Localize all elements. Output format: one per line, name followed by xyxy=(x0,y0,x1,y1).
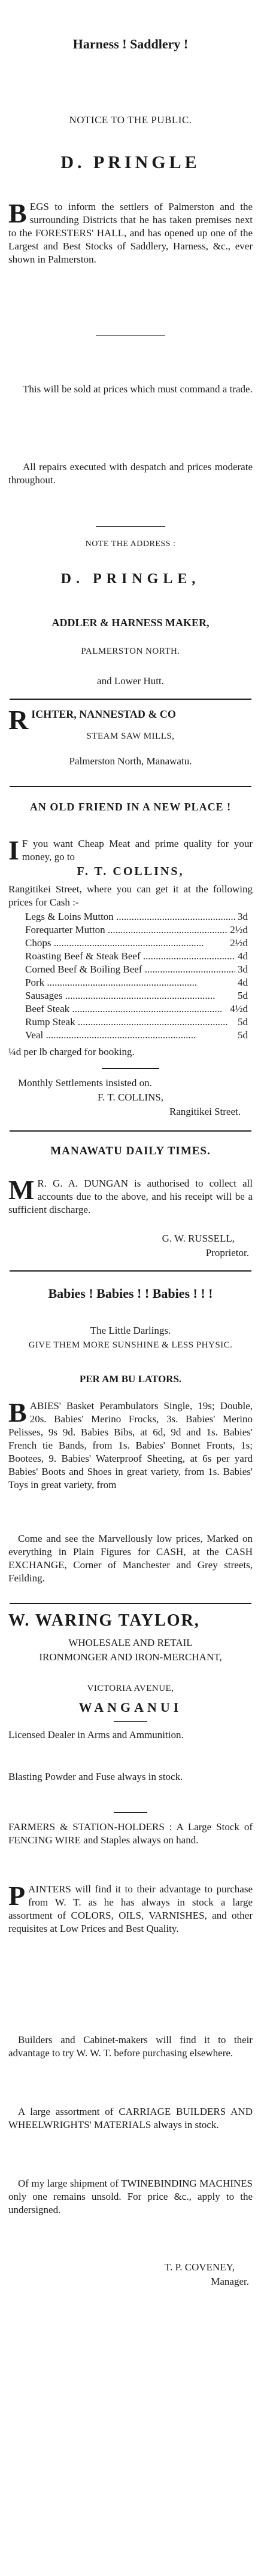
taylor-line-2: IRONMONGER AND IRON-MERCHANT, xyxy=(39,1651,222,1663)
price-row: Forequarter Mutton ..... 2½d xyxy=(8,923,253,937)
taylor-town: WANGANUI xyxy=(78,1700,183,1715)
divider xyxy=(102,1068,159,1069)
babies-sub-3: PER AM BU LATORS. xyxy=(79,1373,182,1385)
taylor-sign: T. P. COVENEY, xyxy=(165,2261,235,2273)
collins-headline: AN OLD FRIEND IN A NEW PLACE ! xyxy=(29,801,232,813)
price-row: Sausages ..... 5d xyxy=(8,989,253,1002)
taylor-licensed: Licensed Dealer in Arms and Ammunition. xyxy=(8,1729,184,1740)
collins-intro: I F you want Cheap Meat and prime quality for your money, go to xyxy=(8,835,253,865)
taylor-street: VICTORIA AVENUE, xyxy=(87,1684,174,1693)
divider xyxy=(96,526,165,527)
richter-ad: R ICHTER, NANNESTAD & CO xyxy=(8,705,176,735)
collins-settlements: Monthly Settlements insisted on. xyxy=(18,1077,152,1089)
collins-sign-name: F. T. COLLINS, xyxy=(98,1092,163,1103)
price-row: Pork ..... 4d xyxy=(8,976,253,989)
collins-sign-street: Rangitikei Street. xyxy=(169,1106,241,1117)
column-rule xyxy=(10,1603,251,1604)
taylor-blasting: Blasting Powder and Fuse always in stock. xyxy=(8,1771,183,1782)
taylor-farmers: FARMERS & STATION-HOLDERS : A Large Stock of FENCING WIRE and Staples always on hand. xyxy=(8,1821,253,1846)
babies-sub-1: The Little Darlings. xyxy=(90,1325,171,1336)
collins-booking: ¼d per lb charged for booking. xyxy=(8,1046,135,1057)
column-rule xyxy=(10,786,251,787)
price-row: Corned Beef & Boiling Beef ..... 3d xyxy=(8,963,253,976)
column-rule xyxy=(10,699,251,700)
pringle-sold: This will be sold at prices which must command a trade. xyxy=(23,383,253,395)
price-row: Beef Steak ..... 4½d xyxy=(8,1002,253,1016)
column-rule xyxy=(10,1270,251,1272)
taylor-line-1: WHOLESALE AND RETAIL xyxy=(68,1637,193,1648)
pringle-name-spaced: D. PRINGLE, xyxy=(60,571,201,587)
taylor-builders: Builders and Cabinet-makers will find it to their advantage to try W. W. T. before purchasing elsewhere. xyxy=(8,2034,253,2059)
taylor-role: Manager. xyxy=(211,2276,249,2287)
column-rule xyxy=(10,1130,251,1132)
babies-sub-2: GIVE THEM MORE SUNSHINE & LESS PHYSIC. xyxy=(28,1340,233,1350)
divider xyxy=(114,1812,147,1813)
taylor-name: W. WARING TAYLOR, xyxy=(8,1611,200,1630)
pringle-location-2: and Lower Hutt. xyxy=(97,675,164,687)
price-row: Legs & Loins Mutton ..... 3d xyxy=(8,910,253,923)
taylor-twine: Of my large shipment of TWINEBINDING MACHINES only one remains unsold. For price &c., apply to the undersigned. xyxy=(8,2178,253,2215)
richter-location: Palmerston North, Manawatu. xyxy=(69,755,192,767)
pringle-note-address: NOTE THE ADDRESS : xyxy=(85,539,176,548)
price-row: Chops ..... 2½d xyxy=(8,937,253,950)
times-notice: M R. G. A. DUNGAN is authorised to collect all accounts due to the above, and his receipt will be a sufficient discharge. xyxy=(8,1175,253,1215)
divider xyxy=(114,1721,147,1722)
price-row: Rump Steak ..... 5d xyxy=(8,1016,253,1029)
pringle-intro: B EGS to inform the settlers of Palmerston and the surrounding Districts that he has taken premises next to the FORESTERS' HALL, and has opened up one of the Largest and Best Stocks of Saddlery, Harness, &c., ever shown in Palmerston. xyxy=(8,198,253,265)
babies-body-2: Come and see the Marvellously low prices, Marked on everything in Plain Figures for CASH, at the CASH EXCHANGE, Corner of Manchester and Grey streets, Feilding. xyxy=(8,1533,253,1584)
babies-headline: Babies ! Babies ! ! Babies ! ! ! xyxy=(48,1286,213,1301)
richter-sub: STEAM SAW MILLS, xyxy=(86,731,175,741)
times-sign: G. W. RUSSELL, xyxy=(162,1233,235,1244)
pringle-repairs: All repairs executed with despatch and prices moderate throughout. xyxy=(8,461,253,486)
collins-name: F. T. COLLINS, xyxy=(77,865,184,878)
times-role: Proprietor. xyxy=(205,1247,249,1258)
pringle-location-1: PALMERSTON NORTH. xyxy=(81,647,180,656)
pringle-banner: Harness ! Saddlery ! xyxy=(72,36,189,51)
collins-price-list xyxy=(8,910,253,1042)
babies-body: B ABIES' Basket Perambulators Single, 19s; Double, 20s. Babies' Merino Frocks, 3s. Babies' Merino Pelisses, 9s 9d. Babies Bibs, at 6d, 9d and 1s. Babies' French tie Bands, from 1s. Babies' Bonnet Fronts, 1s; Bootees, 9. Babies' Waterproof Sheeting, at 6s per yard Babies' Boots and Shoes in great variety, from 1s. Babies' Toys in great variety, from xyxy=(8,1397,253,1490)
taylor-painters: P AINTERS will find it to their advantage to purchase from W. T. as he has always in stock a large assortment of COLORS, OILS, VARNISHES, and other requisites at Low Prices and Best Quality. xyxy=(8,1880,253,1934)
times-title: MANAWATU DAILY TIMES. xyxy=(50,1145,211,1157)
pringle-name: D. PRINGLE xyxy=(60,153,201,172)
taylor-carriage: A large assortment of CARRIAGE BUILDERS AND WHEELWRIGHTS' MATERIALS always in stock. xyxy=(8,2106,253,2130)
collins-address: Rangitikei Street, where you can get it at the following prices for Cash :- xyxy=(8,883,253,908)
pringle-notice: NOTICE TO THE PUBLIC. xyxy=(69,114,192,126)
pringle-trade: ADDLER & HARNESS MAKER, xyxy=(51,617,210,629)
divider xyxy=(96,335,165,336)
price-row: Roasting Beef & Steak Beef ..... 4d xyxy=(8,950,253,963)
price-row: Veal ..... 5d xyxy=(8,1029,253,1042)
